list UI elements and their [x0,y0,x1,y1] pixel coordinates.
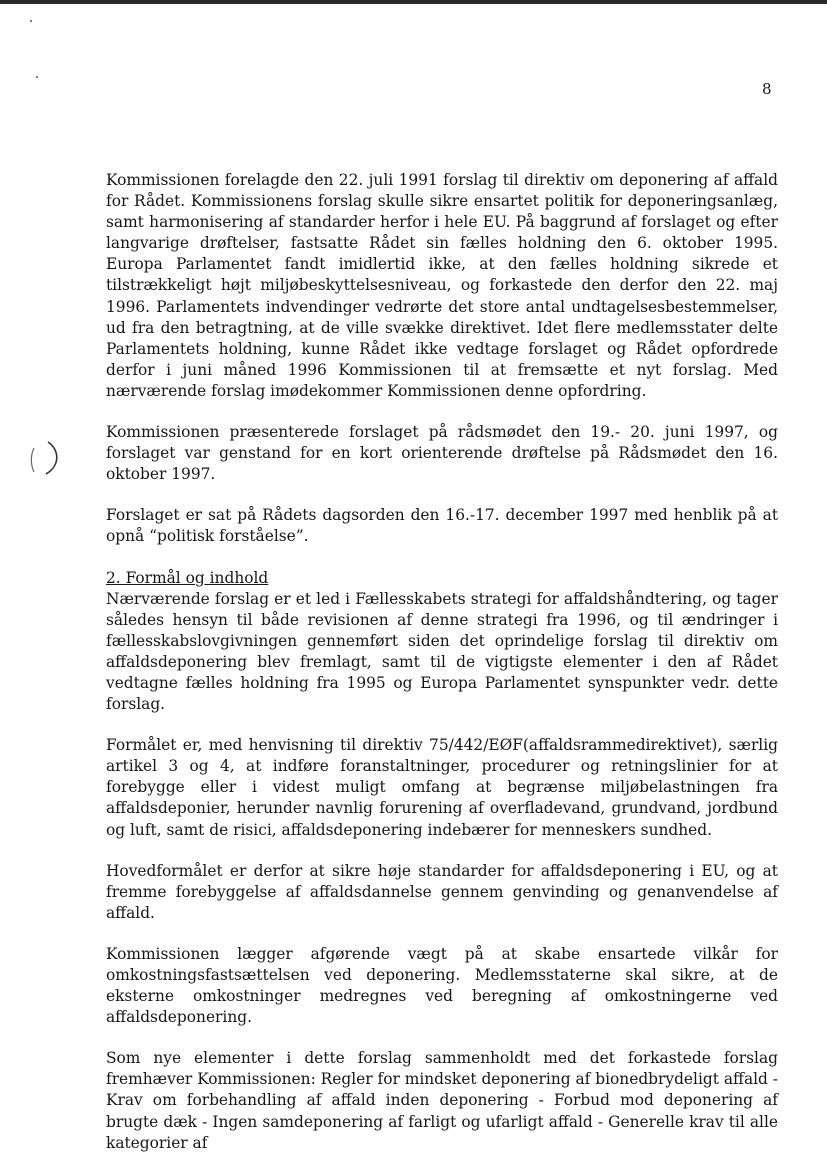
paragraph-main-objective: Hovedformålet er derfor at sikre høje standarder for affaldsdeponering i EU, og at fremme forebyggelse af affaldsdannelse gennem genvinding og genanvendelse af affald. [106,861,778,922]
section-heading: 2. Formål og indhold [106,568,269,587]
scan-speck [30,20,32,22]
paragraph-agenda: Forslaget er sat på Rådets dagsorden den 16.-17. december 1997 med henblik på at opnå “politisk forståelse”. [106,506,778,546]
paragraph-objective: Formålet er, med henvisning til direktiv 75/442/EØF(affaldsrammedirektivet), særlig artikel 3 og 4, at indføre foranstaltninger, procedurer og retningslinier for at forebygge eller i videst muligt omfang at begrænse miljøbelastningen fra affaldsdeponier, herunder navnlig forurening af overfladevand, grundvand, jordbund og luft, samt de risici, affaldsdeponering indebærer for menneskers sundhed. [106,736,778,839]
paragraph-new-elements: Som nye elementer i dette forslag sammenholdt med det forkastede forslag fremhæver Kommissionen: Regler for mindsket deponering af bionedbrydeligt affald - Krav om forbehandling af affald inden deponering - Forbud mod deponering af brugte dæk - Ingen samdeponering af farligt og ufarligt affald - Generelle krav til alle kategorier af [106,1049,778,1152]
paragraph-council-presentation: Kommissionen præsenterede forslaget på rådsmødet den 19.- 20. juni 1997, og forslaget var genstand for en kort orienterende drøftelse på Rådsmødet den 16. oktober 1997. [106,423,778,484]
document-body [106,170,778,1174]
section-intro: Nærværende forslag er et led i Fællesskabets strategi for affaldshåndtering, og tager således hensyn til både revisionen af denne strategi fra 1996, og til ændringer i fællesskabslovgivningen gennemført siden det oprindelige forslag til direktiv om affaldsdeponering blev fremlagt, samt til de vigtigste elementer i den af Rådet vedtagne fælles holdning fra 1995 og Europa Parlamentet synspunkter vedr. dette forslag. [106,589,778,714]
paragraph-cost-conditions: Kommissionen lægger afgørende vægt på at skabe ensartede vilkår for omkostningsfastsættelsen ved deponering. Medlemsstaterne skal sikre, at de eksterne omkostninger medregnes ved beregning af omkostningerne ved affaldsdeponering. [106,944,778,1027]
scan-speck [36,76,38,78]
paragraph-background: Kommissionen forelagde den 22. juli 1991 forslag til direktiv om deponering af affald for Rådet. Kommissionens forslag skulle sikre ensartet politik for deponeringsanlæg, samt harmonisering af standarder herfor i hele EU. På baggrund af forslaget og efter langvarige drøftelser, fastsatte Rådet sin fælles holdning den 6. oktober 1995. Europa Parlamentet fandt imidlertid ikke, at den fælles holdning sikrede et tilstrækkeligt højt miljøbeskyttelsesniveau, og forkastede den derfor den 22. maj 1996. Parlamentets indvendinger vedrørte det store antal undtagelsesbestemmelser, ud fra den betragtning, at de ville svække direktivet. Idet flere medlemsstater delte Parlamentets holdning, kunne Rådet ikke vedtage forslaget og Rådet opfordrede derfor i juni måned 1996 Kommissionen til at fremsætte et nyt forslag. Med nærværende forslag imødekommer Kommissionen denne opfordring. [106,171,778,400]
page-top-edge [0,0,827,4]
page-number: 8 [762,80,772,98]
section-purpose [106,568,778,716]
margin-bracket-mark [28,438,62,476]
